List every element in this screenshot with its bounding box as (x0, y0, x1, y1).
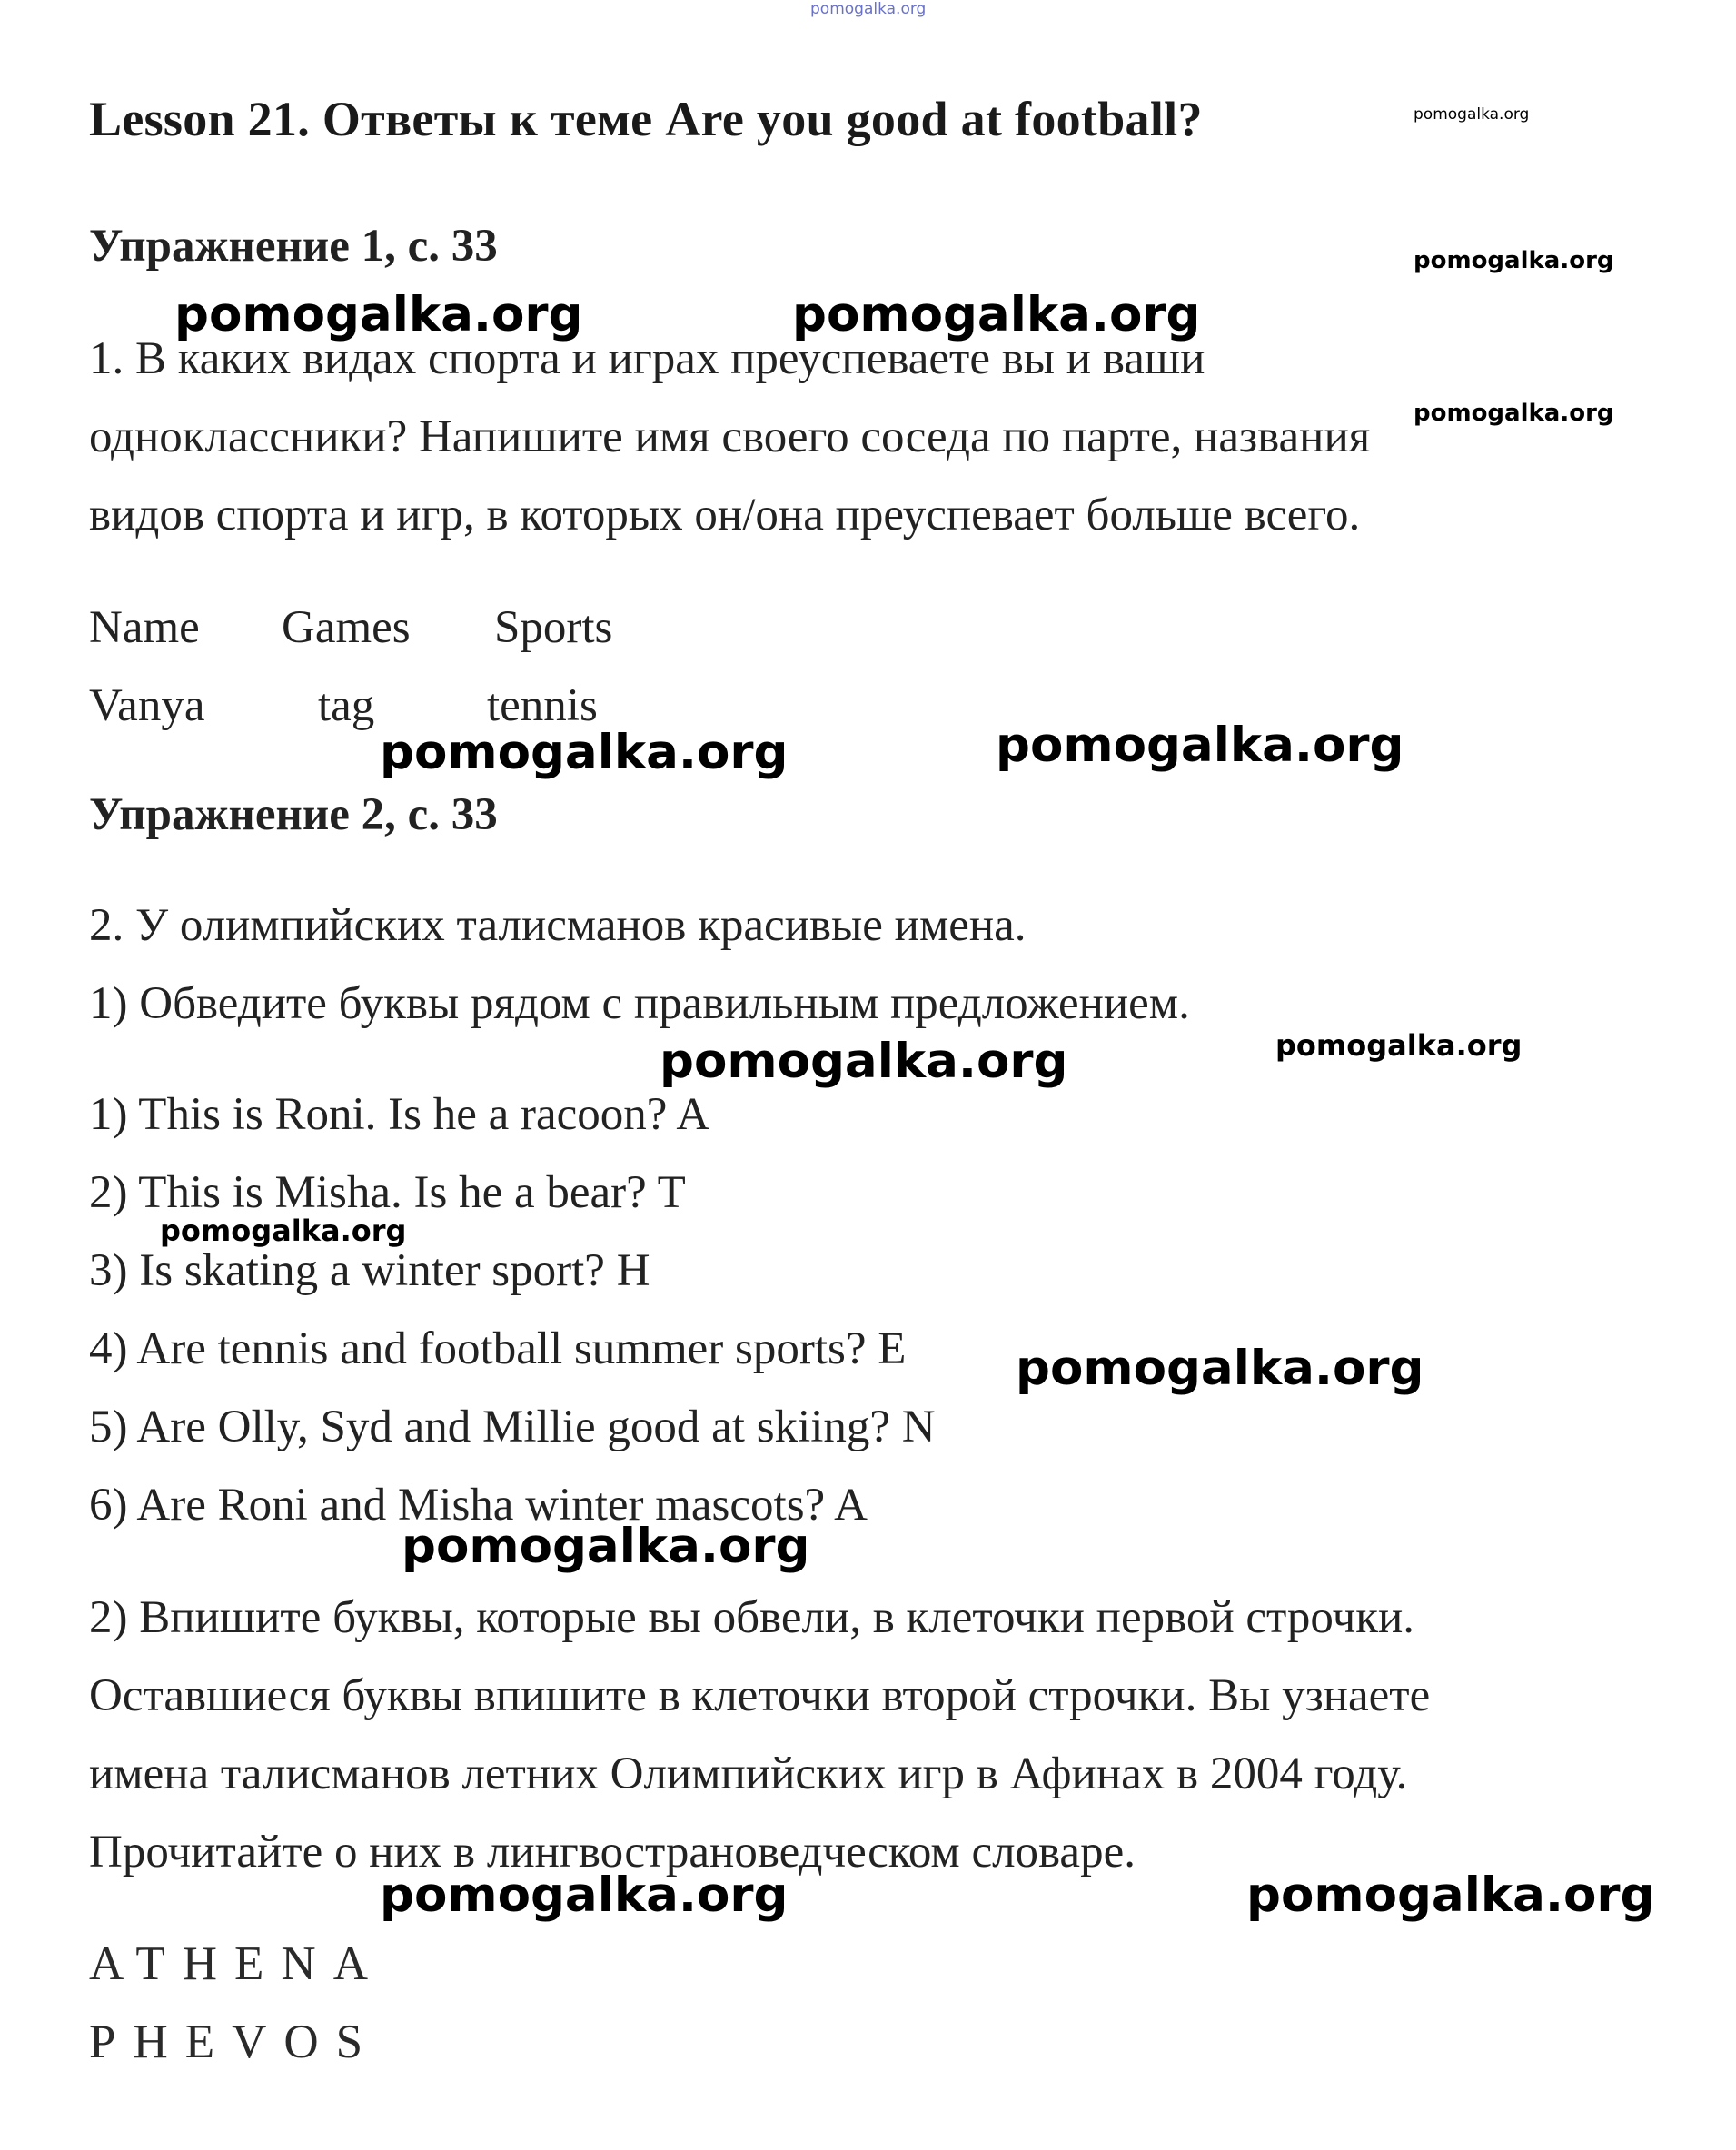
exercise-1-line-3: видов спорта и игр, в которых он/она преуспевает больше всего. (89, 490, 1361, 540)
exercise-2-task-line-1: 2) Впишите буквы, которые вы обвели, в клеточки первой строчки. (89, 1592, 1415, 1643)
watermark-medium: pomogalka.org (160, 1214, 407, 1248)
exercise-2-intro-2: 1) Обведите буквы рядом с правильным предложением. (89, 978, 1190, 1029)
exercise-2-item-2: 2) This is Misha. Is he a bear? T (89, 1167, 686, 1218)
exercise-2-task-line-2: Оставшиеся буквы впишите в клеточки второй строчки. Вы узнаете (89, 1670, 1431, 1721)
table-header-name: Name (89, 602, 200, 653)
watermark-large: pomogalka.org (660, 1034, 1068, 1089)
exercise-2-task-line-4: Прочитайте о них в лингвострановедческом словаре. (89, 1827, 1136, 1878)
watermark-large: pomogalka.org (792, 287, 1201, 342)
page-title: Lesson 21. Ответы к теме Are you good at football? (89, 92, 1203, 146)
watermark-small: pomogalka.org (1414, 400, 1614, 427)
exercise-2-heading: Упражнение 2, с. 33 (89, 789, 498, 840)
exercise-2-item-1: 1) This is Roni. Is he a racoon? A (89, 1089, 710, 1140)
table-cell-game: tag (318, 680, 375, 731)
exercise-2-item-5: 5) Are Olly, Syd and Millie good at skiing? N (89, 1402, 936, 1452)
watermark-large: pomogalka.org (380, 725, 789, 780)
exercise-1-heading: Упражнение 1, с. 33 (89, 221, 498, 272)
table-header-sports: Sports (494, 602, 613, 653)
watermark-large: pomogalka.org (1246, 1868, 1655, 1923)
exercise-2-task-line-3: имена талисманов летних Олимпийских игр в Афинах в 2004 году. (89, 1749, 1408, 1799)
exercise-1-line-1: 1. В каких видах спорта и играх преуспеваете вы и ваши (89, 333, 1205, 384)
watermark-large: pomogalka.org (1016, 1341, 1424, 1396)
table-cell-name: Vanya (89, 680, 205, 731)
answer-athena: ATHENA (89, 1937, 385, 1990)
watermark-tiny: pomogalka.org (1414, 105, 1530, 124)
exercise-2-item-4: 4) Are tennis and football summer sports? E (89, 1323, 907, 1374)
table-cell-sport: tennis (487, 680, 598, 731)
header-watermark: pomogalka.org (810, 0, 927, 18)
exercise-2-item-6: 6) Are Roni and Misha winter mascots? A (89, 1480, 868, 1531)
exercise-1-line-2: одноклассники? Напишите имя своего соседа по парте, названия (89, 411, 1371, 462)
watermark-medium: pomogalka.org (1275, 1028, 1523, 1063)
exercise-2-intro-1: 2. У олимпийских талисманов красивые имена. (89, 900, 1027, 951)
watermark-large: pomogalka.org (996, 718, 1404, 773)
answer-phevos: PHEVOS (89, 2016, 381, 2068)
table-header-games: Games (282, 602, 411, 653)
watermark-large: pomogalka.org (174, 287, 583, 342)
watermark-small: pomogalka.org (1414, 247, 1614, 274)
exercise-2-item-3: 3) Is skating a winter sport? H (89, 1245, 650, 1296)
watermark-large: pomogalka.org (402, 1519, 810, 1574)
watermark-large: pomogalka.org (380, 1868, 789, 1923)
